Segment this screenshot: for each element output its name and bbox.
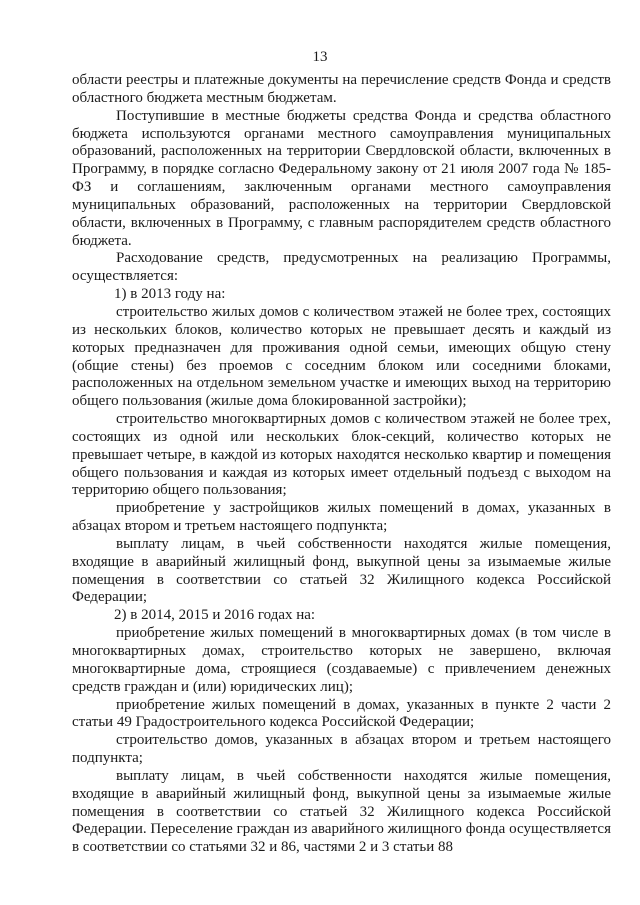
list-item-housing-purchase-article-49: приобретение жилых помещений в домах, указанных в пункте 2 части 2 статьи 49 Градостроительного кодекса Российской Федерации; (72, 696, 611, 731)
list-item-redemption-payment-2014: выплату лицам, в чьей собственности находятся жилые помещения, входящие в аварийный жилищный фонд, выкупной цены за изымаемые жилые помещения в соответствии со статьей 32 Жилищного кодекса Российской Федерации. Переселение граждан из аварийного жилищного фонда осуществляется в соответствии со статьями 32 и 86, частями 2 и 3 статьи 88 (72, 767, 611, 856)
list-heading-2014-2016: 2) в 2014, 2015 и 2016 годах на: (114, 607, 316, 624)
list-item-blocked-houses: строительство жилых домов с количеством этажей не более трех, состоящих из нескольких блоков, количество которых не превышает десять и каждый из которых предназначен для проживания одной семьи, имеющих общую стену (общие стены) без проемов с соседним блоком или соседними блоками, расположенных на отдельном земельном участке и имеющих выход на территорию общего пользования (жилые дома блокированной застройки); (72, 303, 611, 410)
list-item-apartment-buildings: строительство многоквартирных домов с количеством этажей не более трех, состоящих из одной или нескольких блок-секций, количество которых не превышает четыре, в каждой из которых находятся несколько квартир и помещения общего пользования и каждая из которых имеет отдельный подъезд с выходом на территорию общего пользования; (72, 411, 611, 499)
list-item-redemption-payment-2013: выплату лицам, в чьей собственности находятся жилые помещения, входящие в аварийный жилищный фонд, выкупной цены за изымаемые жилые помещения в соответствии со статьей 32 Жилищного кодекса Российской Федерации; (72, 535, 611, 606)
document-body (72, 72, 611, 857)
paragraph-local-budgets: Поступившие в местные бюджеты средства Фонда и средства областного бюджета используются органами местного самоуправления муниципальных образований, расположенных на территории Свердловской области, включенных в Программу, в порядке согласно Федеральному закону от 21 июля 2007 года № 185-ФЗ и соглашениям, заключенным органами местного самоуправления муниципальных образований, расположенных на территории Свердловской области, включенных в Программу, с главным распорядителем средств областного бюджета. (72, 107, 611, 249)
list-item-purchase-from-developers: приобретение у застройщиков жилых помещений в домах, указанных в абзацах втором и третьем настоящего подпункта; (72, 500, 611, 535)
list-item-apartment-purchase: приобретение жилых помещений в многоквартирных домах (в том числе в многоквартирных домах, строительство которых не завершено, включая многоквартирные дома, строящиеся (создаваемые) с привлечением денежных средств граждан и (или) юридических лиц); (72, 625, 611, 695)
paragraph-spending-intro: Расходование средств, предусмотренных на реализацию Программы, осуществляется: (72, 250, 611, 285)
paragraph-funds-transfer: области реестры и платежные документы на перечисление средств Фонда и средств областного бюджета местным бюджетам. (72, 72, 611, 106)
list-heading-2013: 1) в 2013 году на: (114, 286, 226, 303)
list-item-house-construction: строительство домов, указанных в абзацах втором и третьем настоящего подпункта; (72, 732, 611, 767)
page-number: 13 (312, 49, 328, 65)
